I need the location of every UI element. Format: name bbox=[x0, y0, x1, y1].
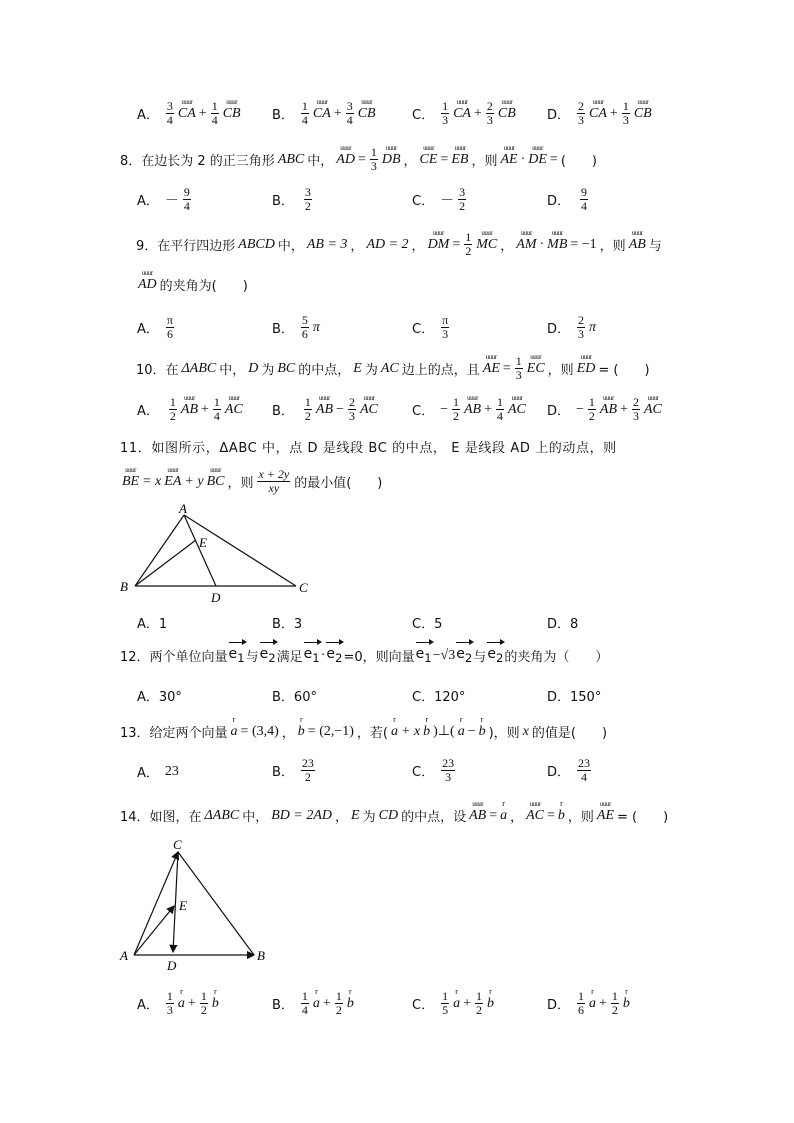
q10-option-b[interactable]: B． 1 2 uuur AB − $\frac{2}{3}$ uuur AC bbox=[272, 396, 378, 423]
q12-option-c[interactable]: C．120° bbox=[412, 690, 466, 705]
q14-option-c[interactable]: C． 1 5 r a + $\frac{1}{2}$ r b bbox=[412, 990, 494, 1017]
q14-option-a[interactable]: A． 1 3 r a + $\frac{1}{2}$ r b bbox=[137, 990, 219, 1017]
q14-option-b[interactable]: B． 1 4 r a + $\frac{1}{2}$ r b bbox=[272, 990, 354, 1017]
q8-option-a[interactable]: A． － 9 4 bbox=[137, 185, 190, 213]
q13-stem: 13．给定两个向量 r a = (3,4) ， r b = (2,−1) ，若( r a + x r b )⊥( r a − r b )，则 x 的值是( ) bbox=[120, 722, 607, 741]
q8-option-b[interactable]: B． 3 2 bbox=[272, 185, 311, 213]
q13-option-c[interactable]: C． 23 3 bbox=[412, 756, 455, 784]
q11-option-c[interactable]: C．5 bbox=[412, 617, 443, 632]
q12-option-d[interactable]: D．150° bbox=[547, 690, 602, 705]
q14-label-c: C bbox=[173, 837, 182, 852]
q14-label-d: D bbox=[167, 958, 177, 972]
q9-option-c[interactable]: C． π 3 bbox=[412, 313, 449, 341]
option-label: A． bbox=[137, 108, 159, 123]
q7-option-b[interactable]: B． 1 4 uuur CA + $\frac{3}{4}$ uuur CB bbox=[272, 100, 376, 127]
q10-option-c[interactable]: C． − $\frac{1}{2}$ uuur AB + $\frac{1}{4}$ uuur AC bbox=[412, 396, 526, 423]
q12-option-b[interactable]: B．60° bbox=[272, 690, 317, 705]
q8-option-d[interactable]: D． 9 4 bbox=[547, 185, 588, 213]
q12-option-a[interactable]: A．30° bbox=[137, 690, 182, 705]
q9-stem: 9．在平行四边形 ABCD 中， AB = 3 ， AD = 2 ， uuur DM = $\frac{1}{2}$ uuur MC ， uuur AM · uuur MB = −1 ，则 uuur AB 与 bbox=[136, 231, 662, 258]
q14-label-a: A bbox=[120, 948, 128, 963]
q14-stem: 14．如图，在 ΔABC 中， BD = 2AD ， E 为 CD 的中点，设 uuur AB = r a ， uuur AC = r b ，则 uuur AE = ( ) bbox=[120, 806, 668, 825]
q11-label-c: C bbox=[299, 580, 308, 595]
q9-option-d[interactable]: D． 2 3 π bbox=[547, 313, 597, 341]
q11-option-b[interactable]: B．3 bbox=[272, 617, 303, 632]
q11-option-a[interactable]: A．1 bbox=[137, 617, 168, 632]
q14-triangle-figure bbox=[116, 836, 276, 972]
q11-label-d: D bbox=[211, 590, 221, 605]
q8-option-c[interactable]: C． － 3 2 bbox=[412, 185, 466, 213]
q12-stem: 12．两个单位向量 $e_1$ 与 $e_2$ 满足 $e_1$ · $e_2$ =0，则向量 $e_1$ −√3 $e_2$ 与 $e_2$ 的夹角为（ ） bbox=[120, 646, 609, 665]
q11-triangle-figure bbox=[116, 500, 316, 608]
q13-option-d[interactable]: D． 23 4 bbox=[547, 756, 591, 784]
q7-option-c[interactable]: C． 1 3 uuur CA + $\frac{2}{3}$ uuur CB bbox=[412, 100, 516, 127]
q13-option-a[interactable]: A． 23 bbox=[137, 763, 179, 781]
q9-option-b[interactable]: B． 5 6 π bbox=[272, 313, 320, 341]
q11-stem: 11．如图所示，ΔABC 中，点 D 是线段 BC 的中点， E 是线段 AD 上的动点，则 bbox=[120, 441, 617, 456]
q14-option-d[interactable]: D． 1 6 r a + $\frac{1}{2}$ r b bbox=[547, 990, 630, 1017]
q11-label-a: A bbox=[179, 501, 187, 516]
q9-option-a[interactable]: A． π 6 bbox=[137, 313, 173, 341]
q7-option-d[interactable]: D． 2 3 uuur CA + $\frac{1}{3}$ uuur CB bbox=[547, 100, 652, 127]
q8-stem: 8．在边长为 2 的正三角形 ABC 中， uuur AD = $\frac{1}{3}$ uuur DB ， uuur CE = uuur EB ，则 uuur AE · uuur DE = ( ) bbox=[120, 146, 597, 173]
q10-option-a[interactable]: A． 1 2 uuur AB + $\frac{1}{4}$ uuur AC bbox=[137, 396, 243, 423]
q11-label-b: B bbox=[120, 579, 128, 594]
q13-option-b[interactable]: B． 23 2 bbox=[272, 756, 314, 784]
q11-option-d[interactable]: D．8 bbox=[547, 617, 579, 632]
q10-option-d[interactable]: D． − $\frac{1}{2}$ uuur AB + $\frac{2}{3}$ uuur AC bbox=[547, 396, 662, 423]
q14-label-b: B bbox=[257, 948, 265, 963]
q11-stem-line2: uuur BE = x uuur EA + y uuur BC ，则 x + 2y xy 的最小值( ) bbox=[122, 468, 382, 495]
q7-option-a[interactable]: A． 3 4 uuur CA + $\frac{1}{4}$ uuur CB bbox=[137, 100, 241, 127]
q10-stem: 10．在 ΔABC 中， D 为 BC 的中点， E 为 AC 边上的点，且 uuur AE = $\frac{1}{3}$ uuur EC ，则 uuur ED = ( ) bbox=[136, 355, 650, 382]
q9-stem-line2: uuur AD 的夹角为( ) bbox=[138, 275, 248, 294]
q14-label-e: E bbox=[179, 898, 187, 913]
q11-label-e: E bbox=[199, 535, 207, 550]
